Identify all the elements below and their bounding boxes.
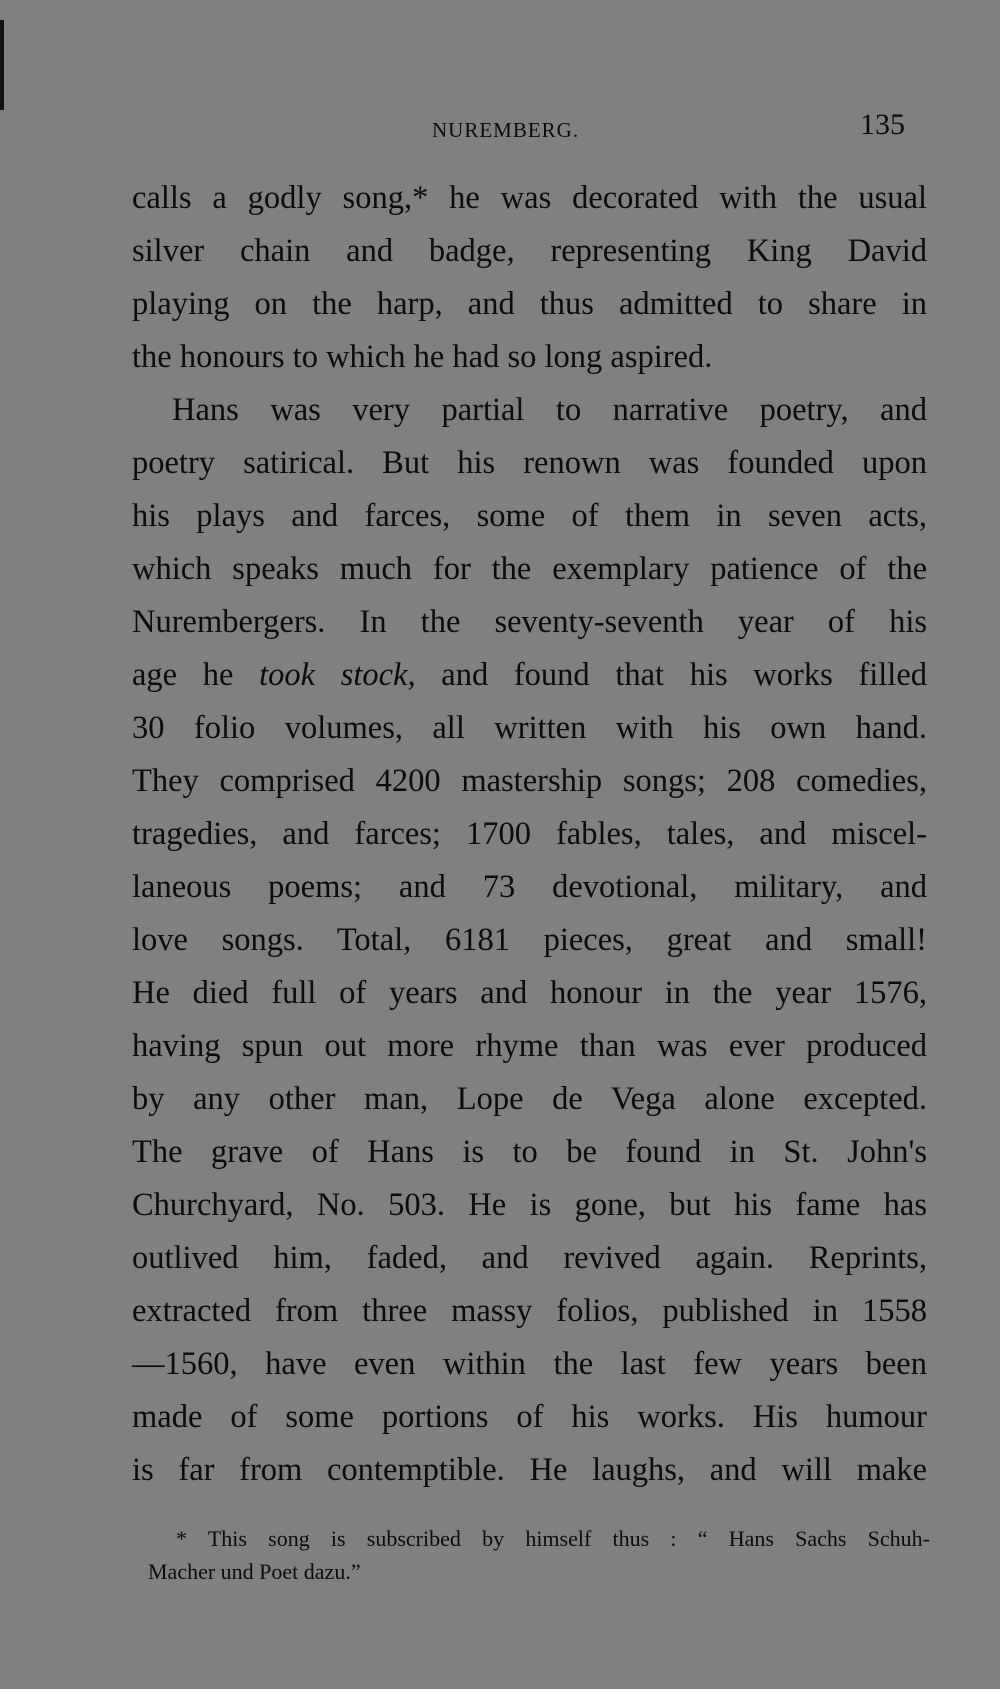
text-line: having spun out more rhyme than was ever produced [132, 1028, 927, 1064]
text-line: love songs. Total, 6181 pieces, great and small! [132, 922, 927, 958]
text-line: outlived him, faded, and revived again. Reprints, [132, 1240, 927, 1276]
text-line-with-italic [132, 649, 927, 702]
text-line: the honours to which he had so long aspired. [132, 339, 713, 375]
text-line: tragedies, and farces; 1700 fables, tales, and miscel- [132, 816, 927, 852]
text-line: extracted from three massy folios, published in 1558 [132, 1293, 927, 1329]
text-line: made of some portions of his works. His humour [132, 1399, 927, 1435]
running-head [0, 108, 1000, 148]
text-line: laneous poems; and 73 devotional, military, and [132, 869, 927, 905]
text-line: playing on the harp, and thus admitted to share in [132, 286, 927, 322]
page-number: 135 [860, 108, 905, 141]
text-line: poetry satirical. But his renown was founded upon [132, 445, 927, 481]
text-line: his plays and farces, some of them in seven acts, [132, 498, 927, 534]
footnote-line: * This song is subscribed by himself thus : “ Hans Sachs Schuh- [176, 1526, 930, 1551]
running-title: NUREMBERG. [432, 118, 580, 142]
footnote [148, 1522, 930, 1588]
text-line: by any other man, Lope de Vega alone excepted. [132, 1081, 927, 1117]
text-line: calls a godly song,* he was decorated with the usual [132, 180, 927, 216]
text-segment: age he [132, 657, 260, 693]
paragraph-1 [132, 172, 927, 384]
text-line: silver chain and badge, representing King David [132, 233, 927, 269]
text-line: which speaks much for the exemplary patience of the [132, 551, 927, 587]
text-line: Nurembergers. In the seventy-seventh year of his [132, 604, 927, 640]
text-line: is far from contemptible. He laughs, and will make [132, 1452, 927, 1488]
body-text [132, 172, 927, 1497]
text-segment: and found that his works filled [415, 657, 927, 693]
paragraph-2 [132, 384, 927, 1497]
text-line: He died full of years and honour in the year 1576, [132, 975, 927, 1011]
text-line: Hans was very partial to narrative poetry, and [172, 392, 927, 428]
italic-phrase: took stock, [259, 657, 416, 693]
text-line: They comprised 4200 mastership songs; 208 comedies, [132, 763, 927, 799]
text-line: Churchyard, No. 503. He is gone, but his fame has [132, 1187, 927, 1223]
footnote-line: Macher und Poet dazu.” [148, 1559, 361, 1584]
text-line: 30 folio volumes, all written with his own hand. [132, 710, 927, 746]
text-line: —1560, have even within the last few years been [132, 1346, 927, 1382]
text-line: The grave of Hans is to be found in St. John's [132, 1134, 927, 1170]
